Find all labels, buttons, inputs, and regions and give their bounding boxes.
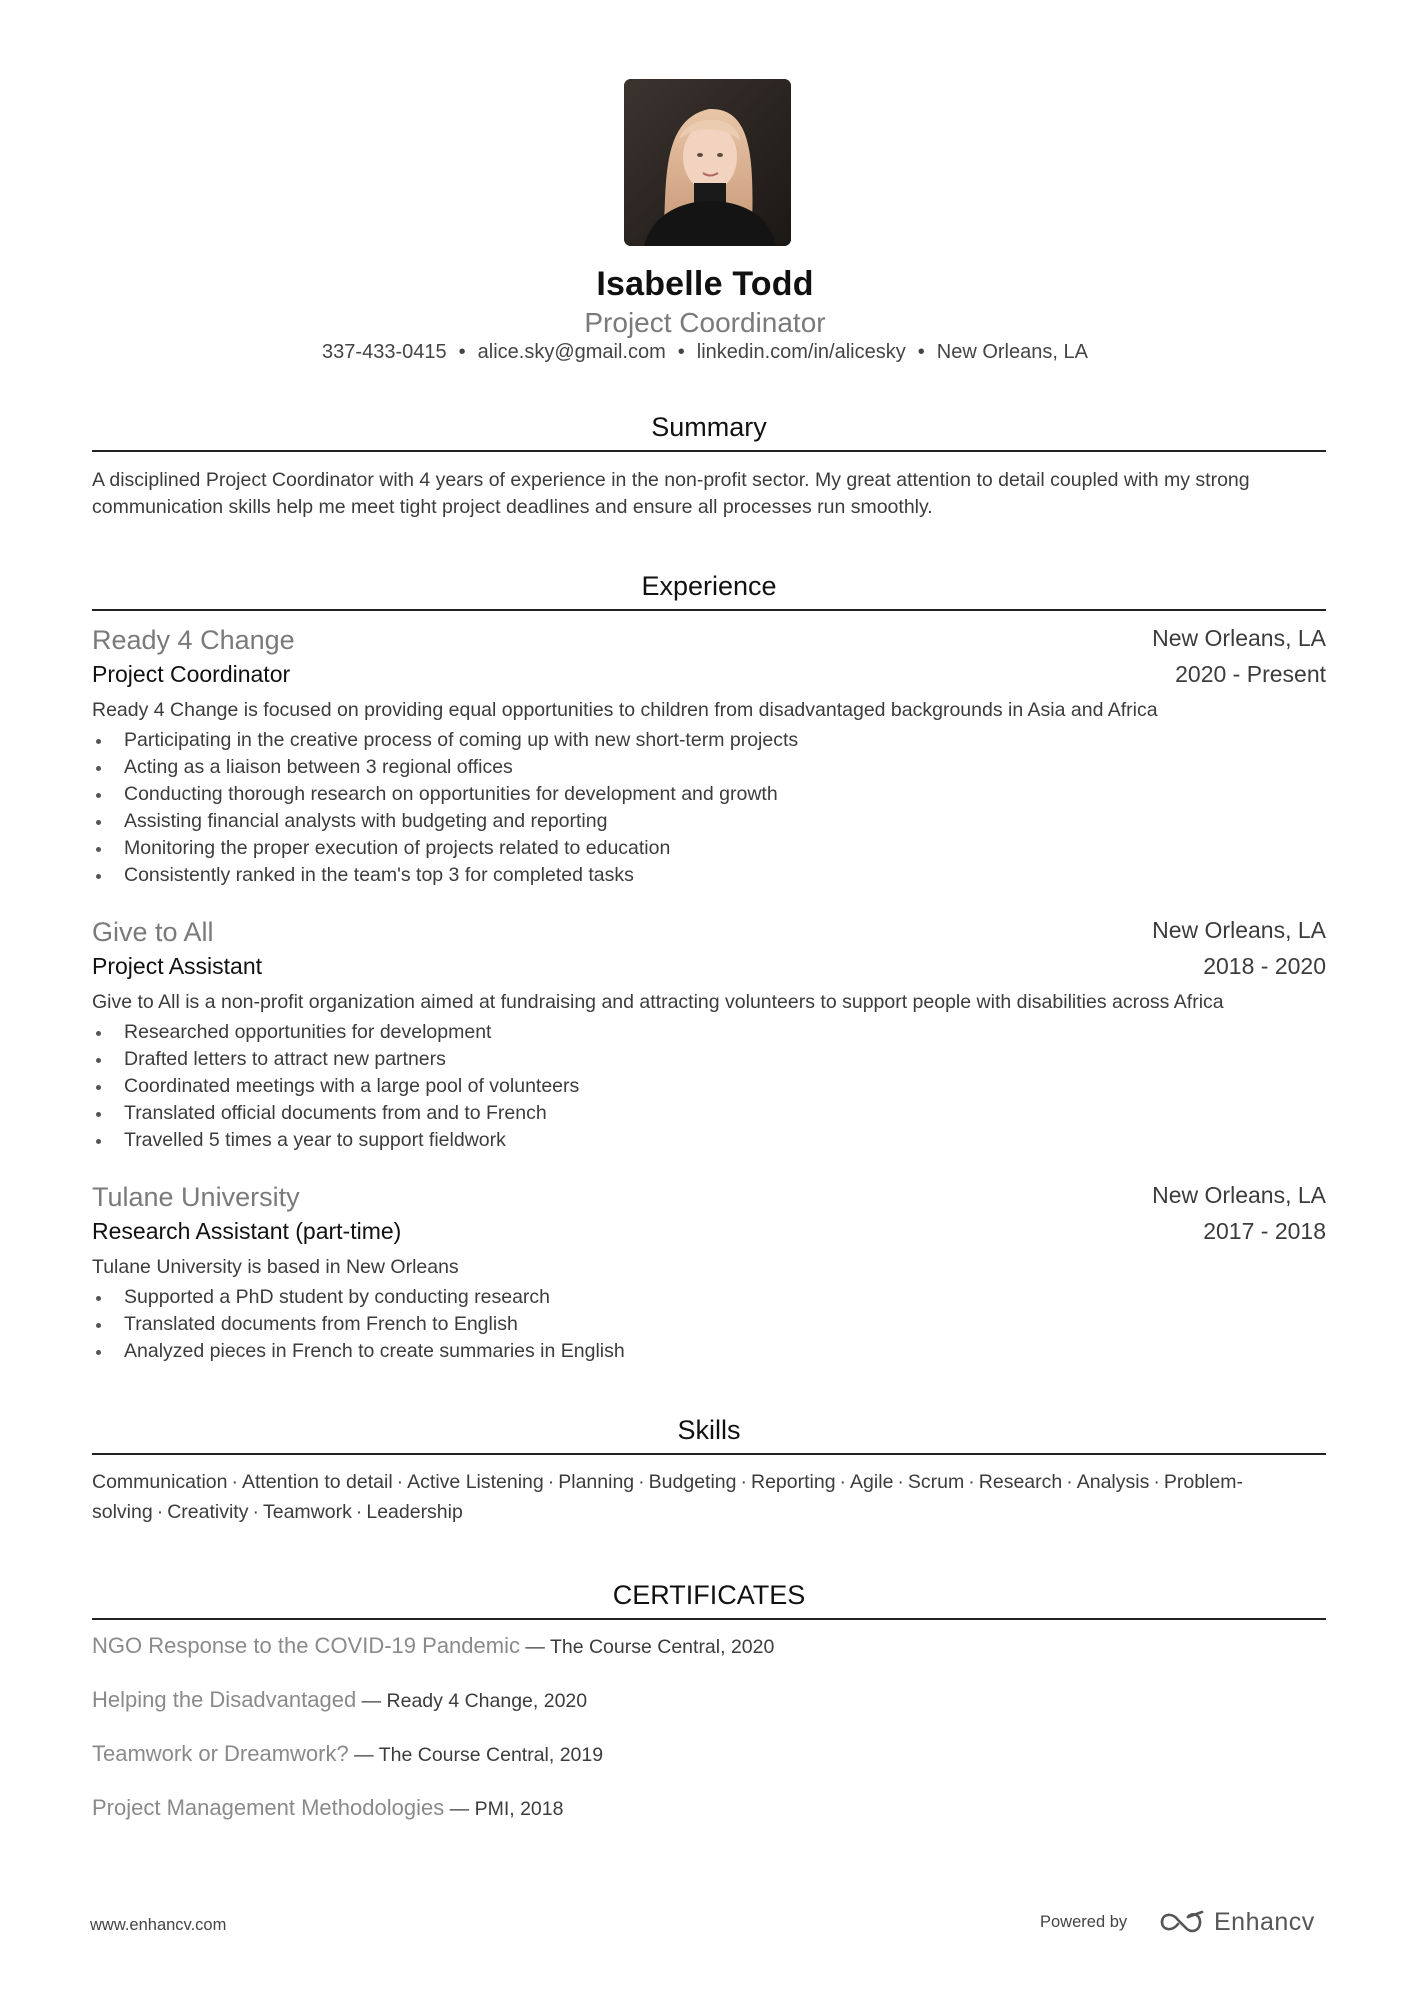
certificate-item: Project Management Methodologies — PMI, 2018 — [92, 1795, 564, 1820]
linkedin-link[interactable]: linkedin.com/in/alicesky — [696, 341, 906, 363]
skill-item: Creativity — [167, 1501, 249, 1523]
skill-item: Analysis — [1076, 1471, 1150, 1493]
summary-text: A disciplined Project Coordinator with 4 years of experience in the non-profit sector. My great attention to detail coupled with my strong communication skills help me meet tight project deadlines and ensure all processes run smoothly. — [92, 469, 1250, 518]
certificate-name: Project Management Methodologies — [92, 1795, 445, 1820]
skill-separator: · — [252, 1501, 259, 1523]
certificate-meta: Ready 4 Change, 2020 — [386, 1690, 588, 1712]
section-divider — [92, 1618, 1326, 1620]
skills-heading: Skills — [677, 1415, 741, 1445]
certificate-item: NGO Response to the COVID-19 Pandemic — The Course Central, 2020 — [92, 1633, 775, 1658]
job-role: Research Assistant (part-time) — [92, 1218, 402, 1244]
skill-item: Scrum — [907, 1471, 965, 1493]
summary-heading: Summary — [651, 412, 767, 442]
job-description: Give to All is a non-profit organization aimed at fundraising and attracting volunteers to support people with disabilities across Africa — [92, 991, 1224, 1013]
skill-separator: · — [547, 1471, 555, 1493]
certificate-meta: The Course Central, 2020 — [549, 1636, 775, 1658]
job-bullet: Drafted letters to attract new partners — [92, 1046, 579, 1073]
job-bullet: Translated official documents from and to French — [92, 1100, 579, 1127]
job-location: New Orleans, LA — [1152, 917, 1326, 943]
job-bullet: Participating in the creative process of coming up with new short-term projects — [92, 727, 798, 754]
location-text: New Orleans, LA — [936, 341, 1088, 363]
certificate-name: NGO Response to the COVID-19 Pandemic — [92, 1633, 520, 1658]
job-dates: 2018 - 2020 — [1203, 953, 1326, 979]
certificates-heading: CERTIFICATES — [612, 1580, 806, 1610]
certificate-name: Helping the Disadvantaged — [92, 1687, 357, 1712]
certificate-item: Helping the Disadvantaged — Ready 4 Change, 2020 — [92, 1687, 588, 1712]
contact-line — [0, 341, 1410, 364]
skill-item: Research — [978, 1471, 1063, 1493]
skill-item: Attention to detail — [241, 1471, 393, 1493]
job-role: Project Coordinator — [92, 661, 291, 687]
certificate-item: Teamwork or Dreamwork? — The Course Central, 2019 — [92, 1741, 604, 1766]
enhancv-logo-icon — [1158, 1908, 1206, 1936]
job-bullet: Travelled 5 times a year to support fieldwork — [92, 1127, 579, 1154]
skill-item: Planning — [558, 1471, 635, 1493]
section-divider — [92, 1453, 1326, 1455]
skill-separator: · — [156, 1501, 164, 1523]
skill-item: Active Listening — [407, 1471, 544, 1493]
job-role: Project Assistant — [92, 953, 263, 979]
job-description: Tulane University is based in New Orleans — [92, 1256, 459, 1278]
profile-photo-image — [624, 79, 791, 246]
job-bullet: Monitoring the proper execution of projects related to education — [92, 835, 798, 862]
profile-photo — [624, 79, 791, 246]
job-bullets — [92, 1019, 579, 1154]
powered-by-text: Powered by — [1040, 1913, 1128, 1931]
job-bullets — [92, 1284, 625, 1365]
skill-separator: · — [1066, 1471, 1073, 1493]
certificate-name: Teamwork or Dreamwork? — [92, 1741, 349, 1766]
job-dates: 2020 - Present — [1175, 661, 1326, 687]
skill-separator: · — [740, 1471, 747, 1493]
footer-url-link[interactable]: www.enhancv.com — [90, 1916, 227, 1934]
brand-name: Enhancv — [1214, 1907, 1315, 1936]
skill-separator: · — [839, 1471, 847, 1493]
job-bullets — [92, 727, 798, 889]
certificate-meta: PMI, 2018 — [474, 1798, 564, 1820]
experience-heading: Experience — [641, 571, 777, 601]
job-bullet: Acting as a liaison between 3 regional offices — [92, 754, 798, 781]
job-bullet: Conducting thorough research on opportunities for development and growth — [92, 781, 798, 808]
brand-logo[interactable] — [1158, 1904, 1315, 1940]
skill-separator: · — [968, 1471, 975, 1493]
skill-separator: · — [231, 1471, 238, 1493]
candidate-title: Project Coordinator — [584, 307, 826, 338]
skill-separator: · — [396, 1471, 404, 1493]
skill-item: Leadership — [366, 1501, 463, 1523]
job-bullet: Coordinated meetings with a large pool of volunteers — [92, 1073, 579, 1100]
job-company: Give to All — [92, 917, 214, 947]
skill-item: Problem-solving — [92, 1471, 1243, 1523]
skill-separator: · — [638, 1471, 645, 1493]
skill-item: Budgeting — [648, 1471, 737, 1493]
candidate-name: Isabelle Todd — [596, 265, 814, 303]
skill-item: Teamwork — [262, 1501, 352, 1523]
job-bullet: Analyzed pieces in French to create summaries in English — [92, 1338, 625, 1365]
email-link[interactable]: alice.sky@gmail.com — [477, 341, 666, 363]
separator-dot: • — [917, 341, 925, 363]
job-dates: 2017 - 2018 — [1203, 1218, 1326, 1244]
job-bullet: Researched opportunities for development — [92, 1019, 579, 1046]
certificate-meta: The Course Central, 2019 — [378, 1744, 604, 1766]
section-divider — [92, 450, 1326, 452]
skill-separator: · — [897, 1471, 904, 1493]
skill-separator: · — [355, 1501, 363, 1523]
job-location: New Orleans, LA — [1152, 625, 1326, 651]
job-company: Tulane University — [92, 1182, 300, 1212]
job-description: Ready 4 Change is focused on providing equal opportunities to children from disadvantaged backgrounds in Asia and Africa — [92, 699, 1158, 721]
separator-dot: • — [458, 341, 466, 363]
job-bullet: Supported a PhD student by conducting research — [92, 1284, 625, 1311]
job-company: Ready 4 Change — [92, 625, 295, 655]
section-divider — [92, 609, 1326, 611]
skill-item: Communication — [92, 1471, 228, 1493]
skill-item: Agile — [850, 1471, 894, 1493]
job-location: New Orleans, LA — [1152, 1182, 1326, 1208]
skill-item: Reporting — [750, 1471, 836, 1493]
skill-separator: · — [1153, 1471, 1160, 1493]
separator-dot: • — [677, 341, 685, 363]
job-bullet: Assisting financial analysts with budgeting and reporting — [92, 808, 798, 835]
job-bullet: Translated documents from French to English — [92, 1311, 625, 1338]
phone-text: 337-433-0415 — [322, 341, 447, 363]
job-bullet: Consistently ranked in the team's top 3 for completed tasks — [92, 862, 798, 889]
skills-list — [92, 1467, 1326, 1527]
